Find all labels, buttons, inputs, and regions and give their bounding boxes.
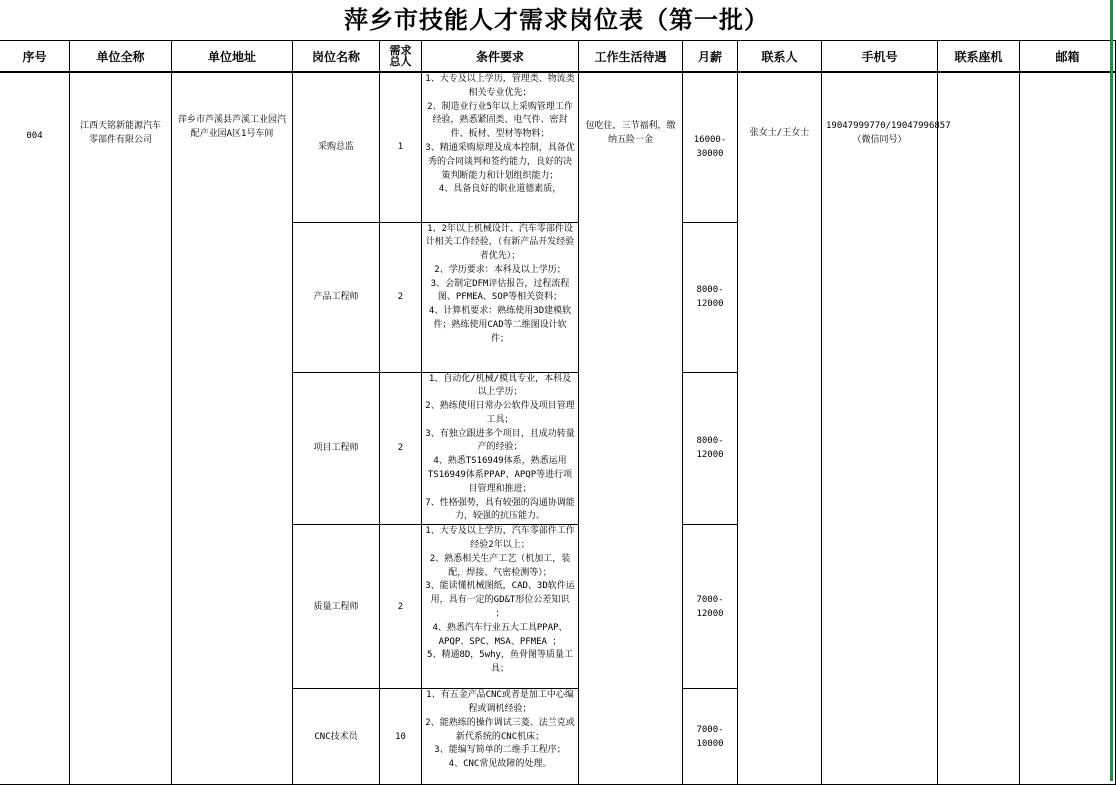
- cell-count[interactable]: 2: [380, 372, 422, 525]
- header-requirements[interactable]: 条件要求: [422, 41, 579, 73]
- header-mobile[interactable]: 手机号: [822, 41, 938, 73]
- cell-count[interactable]: 1: [380, 72, 422, 222]
- cell-company-name[interactable]: 江西天铭新能源汽车零部件有限公司: [70, 72, 172, 785]
- header-benefits[interactable]: 工作生活待遇: [579, 41, 683, 73]
- header-contact[interactable]: 联系人: [738, 41, 822, 73]
- cell-requirements[interactable]: 1、大专及以上学历，汽车零部件工作经验2年以上； 2、熟悉相关生产工艺（机加工，装配，焊接、气密检测等）； 3、能读懂机械图纸，CAD、3D软件运用，具有一定的GD&T形位公差知识 ； 4、熟悉汽车行业五大工具PPAP、APQP、SPC、MSA、PFMEA ； 5、精通8D，5why，鱼骨图等质量工具；: [422, 525, 579, 689]
- header-row: [0, 41, 1116, 73]
- cell-salary[interactable]: 8000-12000: [683, 222, 738, 372]
- header-seq[interactable]: 序号: [0, 41, 70, 73]
- cell-requirements[interactable]: 1、2年以上机械设计、汽车零部件设计相关工作经验，（有新产品开发经验者优先）； 2、学历要求：本科及以上学历； 3、会制定DFM评估报告，过程流程图、PFMEA、SOP等相关资料； 4、计算机要求：熟练使用3D建模软件；熟练使用CAD等二维图设计软件；: [422, 222, 579, 372]
- job-table: [0, 40, 1116, 785]
- cell-count[interactable]: 2: [380, 525, 422, 689]
- table-row: [0, 72, 1116, 222]
- cell-salary[interactable]: 16000-30000: [683, 72, 738, 222]
- cell-requirements[interactable]: 1、自动化/机械/模具专业，本科及以上学历； 2、熟练使用日常办公软件及项目管理工具； 3、有独立跟进多个项目，且成功转量产的经验； 4、熟悉TS16949体系，熟悉运用TS16949体系PPAP、APQP等进行项目管理和推进； 7、性格强势，具有较强的沟通协调能力，较强的抗压能力。: [422, 372, 579, 525]
- cell-position[interactable]: 项目工程师: [293, 372, 380, 525]
- cell-position[interactable]: CNC技术员: [293, 689, 380, 785]
- cell-count[interactable]: 2: [380, 222, 422, 372]
- cell-contact[interactable]: 张女士/王女士: [738, 72, 822, 785]
- cell-position[interactable]: 采购总监: [293, 72, 380, 222]
- window-edge: [1110, 0, 1113, 781]
- header-email[interactable]: 邮箱: [1020, 41, 1116, 73]
- header-company[interactable]: 单位全称: [70, 41, 172, 73]
- header-count-line2: 总人: [389, 55, 412, 68]
- cell-salary[interactable]: 8000-12000: [683, 372, 738, 525]
- cell-email[interactable]: [1020, 72, 1116, 785]
- header-count-line1: 需求: [389, 44, 412, 57]
- cell-salary[interactable]: 7000-10000: [683, 689, 738, 785]
- header-salary[interactable]: 月薪: [683, 41, 738, 73]
- page-title: 萍乡市技能人才需求岗位表（第一批）: [344, 5, 769, 34]
- cell-position[interactable]: 产品工程师: [293, 222, 380, 372]
- cell-requirements[interactable]: 1、大专及以上学历，管理类、物流类相关专业优先； 2、制造业行业5年以上采购管理工作经验，熟悉紧固类、电气件、密封件、板材、型材等物料； 3、精通采购原理及成本控制，具备优秀的合同谈判和签约能力，良好的决策判断能力和计划组织能力； 4、具备良好的职业道德素质，: [422, 72, 579, 222]
- cell-company-address[interactable]: 萍乡市芦溪县芦溪工业园汽配产业园A区1号车间: [172, 72, 293, 785]
- header-address[interactable]: 单位地址: [172, 41, 293, 73]
- cell-salary[interactable]: 7000-12000: [683, 525, 738, 689]
- cell-seq[interactable]: 004: [0, 72, 70, 785]
- cell-position[interactable]: 质量工程师: [293, 525, 380, 689]
- cell-landline[interactable]: [938, 72, 1020, 785]
- cell-count[interactable]: 10: [380, 689, 422, 785]
- header-position[interactable]: 岗位名称: [293, 41, 380, 73]
- cell-benefits[interactable]: 包吃住，三节福利，缴纳五险一金: [579, 72, 683, 785]
- cell-requirements[interactable]: 1、有五金产品CNC或者是加工中心编程或调机经验； 2、能熟练的操作调试三菱、法兰克或新代系统的CNC机床； 3、能编写简单的二维手工程序； 4、CNC常见故障的处理。: [422, 689, 579, 785]
- header-count[interactable]: [380, 41, 422, 73]
- cell-mobile[interactable]: 19047999770/19047996857（微信同号）: [822, 72, 938, 785]
- header-landline[interactable]: 联系座机: [938, 41, 1020, 73]
